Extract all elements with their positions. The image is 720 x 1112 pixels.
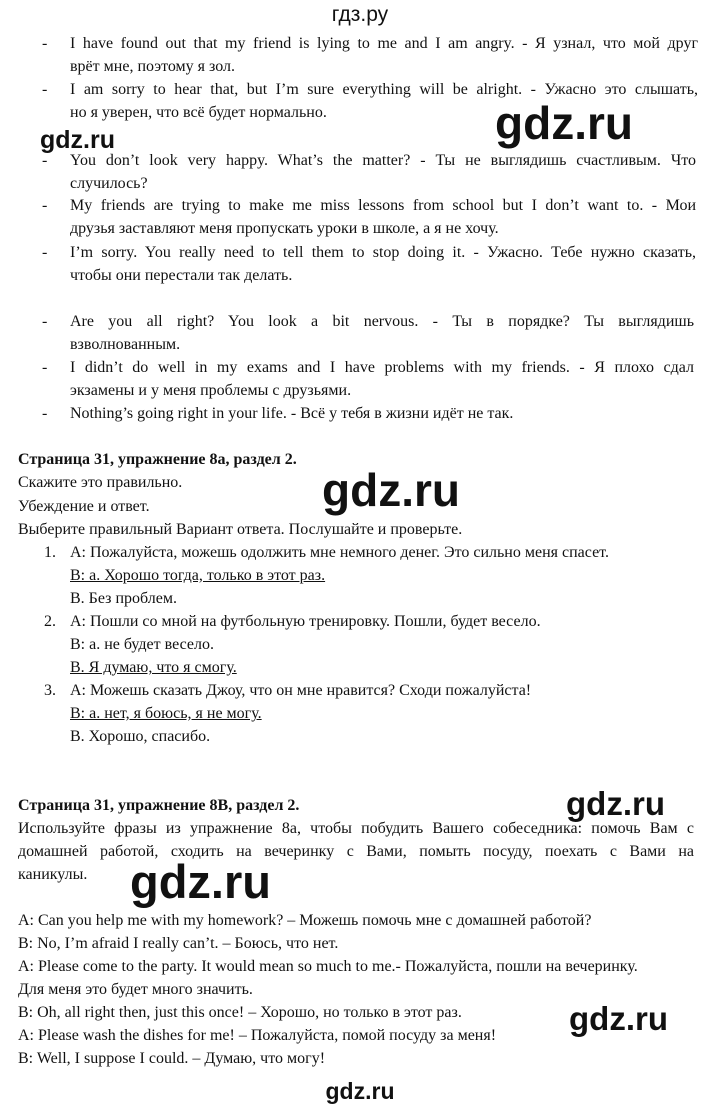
section-heading: Страница 31, упражнение 8а, раздел 2.	[18, 451, 297, 468]
answer-prompt: А: Пожалуйста, можешь одолжить мне немного денег. Это сильно меня спасет.	[70, 544, 609, 561]
dialogue-line: A: Can you help me with my homework? – Можешь помочь мне с домашней работой?	[18, 912, 592, 929]
dialogue-line: Для меня это будет много значить.	[18, 981, 253, 998]
dialogue-line: My friends are trying to make me miss lessons from school but I don’t want to. - Мои	[70, 197, 696, 214]
item-number: 3.	[44, 682, 56, 699]
dialogue-line: A: Please wash the dishes for me! – Пожалуйста, помой посуду за меня!	[18, 1027, 497, 1044]
list-dash: -	[42, 81, 48, 98]
section-intro-line: Скажите это правильно.	[18, 474, 183, 491]
footer-watermark: gdz.ru	[325, 1078, 395, 1104]
watermark: gdz.ru	[569, 1000, 668, 1037]
item-number: 2.	[44, 613, 56, 630]
dialogue-line: I’m sorry. You really need to tell them to stop doing it. - Ужасно. Тебе нужно сказать,	[70, 244, 696, 261]
section-intro-line: Убеждение и ответ.	[18, 498, 150, 515]
dialogue-line: You don’t look very happy. What’s the matter? - Ты не выглядишь счастливым. Что	[70, 152, 696, 169]
dialogue-line: Nothing’s going right in your life. - Всё у тебя в жизни идёт не так.	[70, 405, 514, 422]
answer-prompt: А: Можешь сказать Джоу, что он мне нравится? Сходи пожалуйста!	[70, 682, 532, 699]
dialogue-line: друзья заставляют меня пропускать уроки в школе, а я не хочу.	[70, 220, 499, 237]
dialogue-line: B: Well, I suppose I could. – Думаю, что могу!	[18, 1050, 326, 1067]
header-watermark: гдз.ру	[331, 3, 389, 26]
answer-selected: В. Я думаю, что я смогу.	[70, 659, 237, 676]
dialogue-line: Are you all right? You look a bit nervous. - Ты в порядке? Ты выглядишь	[70, 313, 694, 330]
dialogue-line: B: Oh, all right then, just this once! – Хорошо, но только в этот раз.	[18, 1004, 462, 1021]
list-dash: -	[42, 405, 48, 422]
list-dash: -	[42, 359, 48, 376]
section-heading: Страница 31, упражнение 8В, раздел 2.	[18, 797, 300, 814]
watermark: gdz.ru	[566, 785, 665, 822]
dialogue-line: I have found out that my friend is lying to me and I am angry. - Я узнал, что мой друг	[70, 35, 698, 52]
list-dash: -	[42, 197, 48, 214]
dialogue-line: I didn’t do well in my exams and I have problems with my friends. - Я плохо сдал	[70, 359, 694, 376]
dialogue-line: экзамены и у меня проблемы с друзьями.	[70, 382, 352, 399]
list-dash: -	[42, 35, 48, 52]
item-number: 1.	[44, 544, 56, 561]
answer-prompt: А: Пошли со мной на футбольную тренировку. Пошли, будет весело.	[70, 613, 541, 630]
list-dash: -	[42, 244, 48, 261]
list-dash: -	[42, 313, 48, 330]
watermark: gdz.ru	[495, 97, 633, 149]
answer-selected: В: а. нет, я боюсь, я не могу.	[70, 705, 262, 722]
dialogue-line: но я уверен, что всё будет нормально.	[70, 104, 327, 121]
section-intro-line: Используйте фразы из упражнение 8а, чтобы побудить Вашего собеседника: помочь Вам с	[18, 820, 694, 837]
dialogue-line: врёт мне, поэтому я зол.	[70, 58, 236, 75]
watermark: gdz.ru	[40, 126, 115, 154]
section-intro-line: Выберите правильный Вариант ответа. Послушайте и проверьте.	[18, 521, 463, 538]
dialogue-line: I am sorry to hear that, but I’m sure everything will be alright. - Ужасно это слышать,	[70, 81, 698, 98]
dialogue-line: A: Please come to the party. It would mean so much to me.- Пожалуйста, пошли на вечеринку.	[18, 958, 638, 975]
section-intro-line: каникулы.	[18, 866, 88, 883]
dialogue-line: чтобы они перестали так делать.	[70, 267, 293, 284]
dialogue-line: взволнованным.	[70, 336, 181, 353]
section-intro-line: домашней работой, сходить на вечеринку с Вами, помыть посуду, поехать с Вами на	[18, 843, 694, 860]
dialogue-line: случилось?	[70, 175, 148, 192]
list-dash: -	[42, 152, 48, 169]
answer-option: В. Без проблем.	[70, 590, 177, 607]
watermark: gdz.ru	[130, 855, 271, 908]
answer-option: В: а. не будет весело.	[70, 636, 214, 653]
dialogue-line: B: No, I’m afraid I really can’t. – Боюсь, что нет.	[18, 935, 339, 952]
answer-option: В. Хорошо, спасибо.	[70, 728, 211, 745]
answer-selected: В: а. Хорошо тогда, только в этот раз.	[70, 567, 326, 584]
watermark: gdz.ru	[322, 464, 460, 516]
